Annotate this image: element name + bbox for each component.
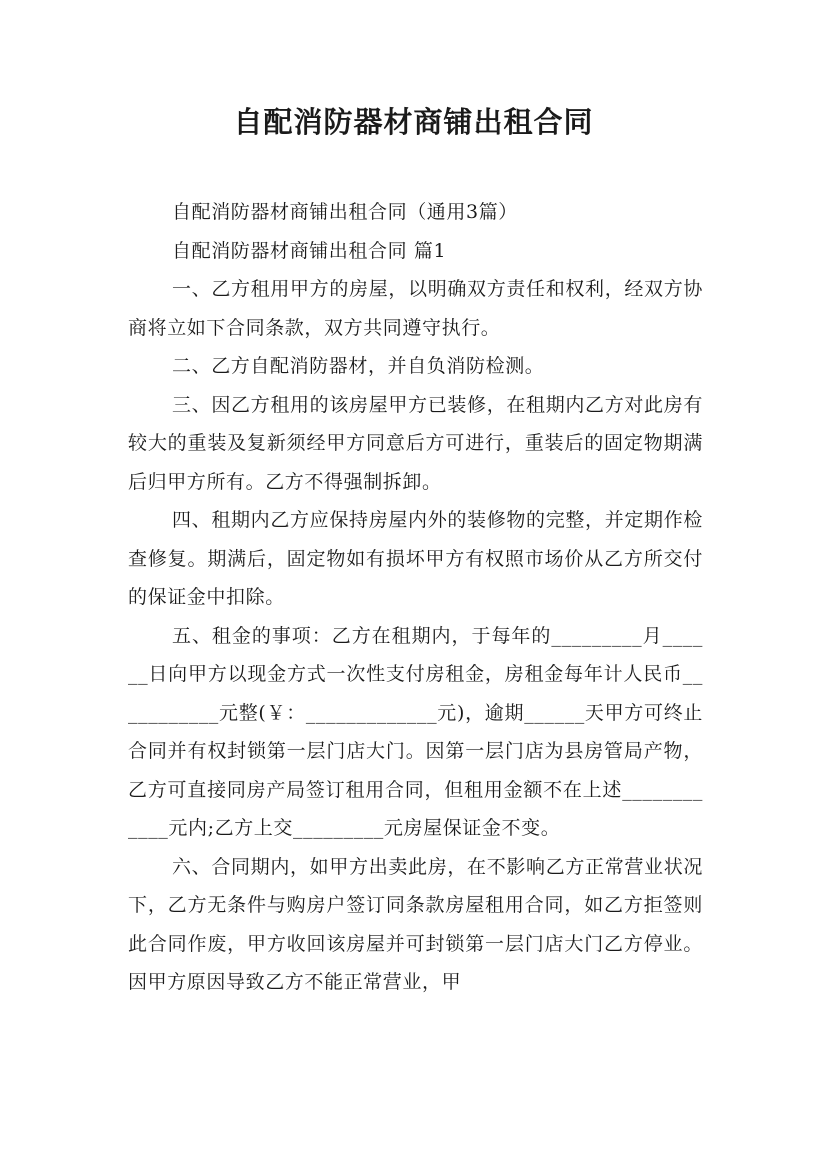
section-heading: 自配消防器材商铺出租合同 篇1 — [172, 239, 447, 262]
clause-4: 四、租期内乙方应保持房屋内外的装修物的完整，并定期作检查修复。期满后，固定物如有损坏甲方有权照市场价从乙方所交付的保证金中扣除。 — [128, 509, 703, 608]
document-title: 自配消防器材商铺出租合同 — [233, 105, 594, 139]
clause-6: 六、合同期内，如甲方出卖此房，在不影响乙方正常营业状况下，乙方无条件与购房户签订同条款房屋租用合同，如乙方拒签则此合同作废，甲方收回该房屋并可封锁第一层门店大门乙方停业。因甲方原因导致乙方不能正常营业，甲 — [128, 855, 703, 993]
clause-1: 一、乙方租用甲方的房屋，以明确双方责任和权利，经双方协商将立如下合同条款，双方共同遵守执行。 — [128, 278, 703, 339]
document-body — [128, 193, 703, 1002]
clause-2: 二、乙方自配消防器材，并自负消防检测。 — [172, 355, 545, 377]
subtitle-paragraph: 自配消防器材商铺出租合同（通用3篇） — [172, 201, 518, 223]
clause-5: 五、租金的事项：乙方在租期内，于每年的_________月______日向甲方以现金方式一次性支付房租金，房租金每年计人民币___________元整(￥：_____________元)，逾期______天甲方可终止合同并有权封锁第一层门店大门。因第一层门店为县房管局产物，乙方可直接同房产局签订租用合同，但租用金额不在上述____________元内;乙方上交_________元房屋保证金不变。 — [128, 624, 703, 839]
clause-3: 三、因乙方租用的该房屋甲方已装修，在租期内乙方对此房有较大的重装及复新须经甲方同意后方可进行，重装后的固定物期满后归甲方所有。乙方不得强制拆卸。 — [128, 393, 703, 493]
